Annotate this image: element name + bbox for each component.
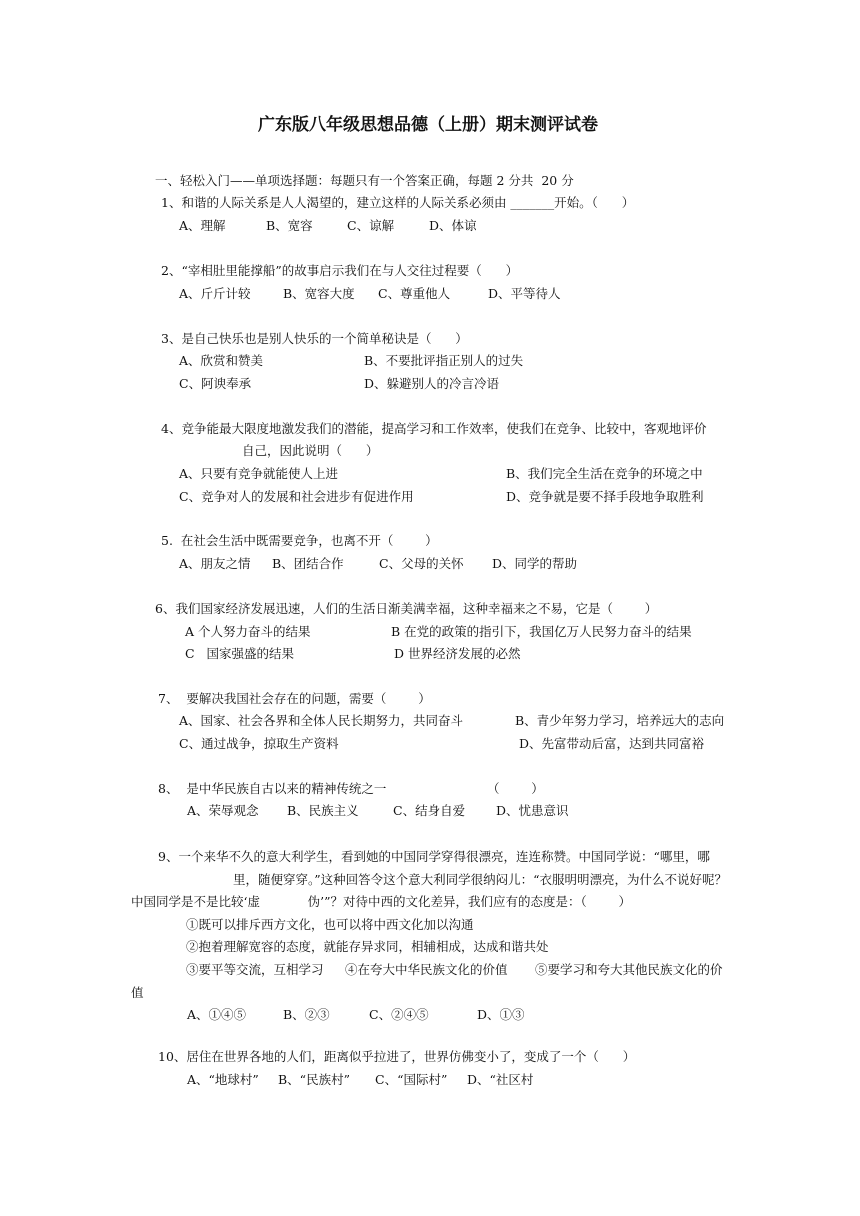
question-3-option-c: C、阿谀奉承 — [179, 376, 252, 391]
question-1-option-a: A、理解 — [179, 218, 226, 233]
question-8-option-a: A、荣辱观念 — [187, 803, 259, 818]
question-1-option-d: D、体谅 — [429, 218, 477, 233]
question-4-option-b: B、我们完全生活在竞争的环境之中 — [506, 466, 703, 481]
question-7-option-c: C、通过战争，掠取生产资料 — [179, 736, 339, 751]
question-4-option-c: C、竞争对人的发展和社会进步有促进作用 — [179, 489, 414, 504]
question-2-option-b: B、宽容大度 — [283, 286, 355, 301]
question-9-option-b: B、②③ — [283, 1007, 330, 1022]
question-4-stem-cont: 自己，因此说明（ ） — [242, 443, 379, 458]
question-9-stem-line2: 里，随便穿穿。”这种回答令这个意大利同学很纳闷儿：“衣服明明漂亮，为什么不说好呢？ — [233, 872, 728, 887]
question-8-answer-paren: （ ） — [487, 781, 544, 796]
question-1-option-b: B、宽容 — [266, 218, 313, 233]
question-9-item-5: ⑤要学习和夸大其他民族文化的价 — [535, 962, 723, 977]
question-5-option-d: D、同学的帮助 — [492, 556, 578, 571]
question-7-option-b: B、青少年努力学习，培养远大的志向 — [515, 713, 725, 728]
question-3-option-d: D、躲避别人的冷言冷语 — [364, 376, 500, 391]
question-9-stem-line3: 中国同学是不是比较‘虚 伪’”？对待中西的文化差异，我们应有的态度是：（ ） — [131, 894, 632, 909]
question-6-option-c: C 国家强盛的结果 — [185, 646, 294, 661]
question-2-option-d: D、平等待人 — [488, 286, 561, 301]
question-8-option-d: D、忧患意识 — [496, 803, 569, 818]
question-4-stem: 4、竞争能最大限度地激发我们的潜能，提高学习和工作效率，使我们在竞争、比较中，客观地评价 — [161, 421, 707, 436]
question-6-option-b: B 在党的政策的指引下，我国亿万人民努力奋斗的结果 — [391, 624, 692, 639]
question-10-option-d: D、“社区村 — [467, 1072, 534, 1087]
question-10-option-a: A、“地球村” — [187, 1072, 259, 1087]
question-9-item-5-cont: 值 — [131, 985, 144, 1000]
question-3-option-b: B、不要批评指正别人的过失 — [364, 353, 524, 368]
question-9-option-a: A、①④⑤ — [187, 1007, 247, 1022]
question-7-option-d: D、先富带动后富，达到共同富裕 — [519, 736, 705, 751]
question-4-option-a: A、只要有竞争就能使人上进 — [179, 466, 339, 481]
question-2-stem: 2、“宰相肚里能撑船”的故事启示我们在与人交往过程要（ ） — [161, 263, 519, 278]
question-6-option-d: D 世界经济发展的必然 — [394, 646, 521, 661]
question-2-option-a: A、斤斤计较 — [179, 286, 251, 301]
question-10-option-c: C、“国际村” — [375, 1072, 448, 1087]
question-9-option-d: D、①③ — [477, 1007, 525, 1022]
question-8-stem: 8、 是中华民族自古以来的精神传统之一 — [158, 781, 387, 796]
question-9-item-1: ①既可以排斥西方文化，也可以将中西文化加以沟通 — [186, 917, 474, 932]
question-5-option-b: B、团结合作 — [272, 556, 344, 571]
question-3-stem: 3、是自己快乐也是别人快乐的一个简单秘诀是（ ） — [161, 331, 468, 346]
question-10-stem: 10、居住在世界各地的人们，距离似乎拉进了，世界仿佛变小了，变成了一个（ ） — [158, 1049, 636, 1064]
page-title: 广东版八年级思想品德（上册）期末测评试卷 — [258, 115, 598, 135]
section-heading: 一、轻松入门——单项选择题：每题只有一个答案正确，每题 2 分共 20 分 — [155, 173, 574, 188]
question-8-option-b: B、民族主义 — [287, 803, 359, 818]
question-9-item-2: ②抱着理解宽容的态度，就能存异求同，相辅相成，达成和谐共处 — [186, 939, 549, 954]
question-5-stem: 5. 在社会生活中既需要竞争，也离不开（ ） — [161, 533, 438, 548]
question-8-option-c: C、结身自爱 — [393, 803, 466, 818]
question-7-option-a: A、国家、社会各界和全体人民长期努力，共同奋斗 — [179, 713, 464, 728]
question-9-item-4: ④在夸大中华民族文化的价值 — [345, 962, 508, 977]
question-1-stem: 1、和谐的人际关系是人人渴望的，建立这样的人际关系必须由 _______开始。（ ） — [161, 195, 635, 210]
question-1-option-c: C、谅解 — [347, 218, 395, 233]
question-3-option-a: A、欣赏和赞美 — [179, 353, 264, 368]
question-6-option-a: A 个人努力奋斗的结果 — [185, 624, 311, 639]
question-9-option-c: C、②④⑤ — [369, 1007, 429, 1022]
question-9-stem: 9、一个来华不久的意大利学生，看到她的中国同学穿得很漂亮，连连称赞。中国同学说：“哪里，哪 — [158, 849, 710, 864]
question-9-item-3: ③要平等交流，互相学习 — [186, 962, 324, 977]
question-2-option-c: C、尊重他人 — [378, 286, 451, 301]
question-5-option-c: C、父母的关怀 — [379, 556, 464, 571]
question-6-stem: 6、我们国家经济发展迅速，人们的生活日渐美满幸福，这种幸福来之不易，它是（ ） — [155, 601, 658, 616]
question-4-option-d: D、竞争就是要不择手段地争取胜利 — [506, 489, 704, 504]
question-5-option-a: A、朋友之情 — [179, 556, 251, 571]
question-7-stem: 7、 要解决我国社会存在的问题，需要（ ） — [158, 691, 431, 706]
question-10-option-b: B、“民族村” — [278, 1072, 350, 1087]
